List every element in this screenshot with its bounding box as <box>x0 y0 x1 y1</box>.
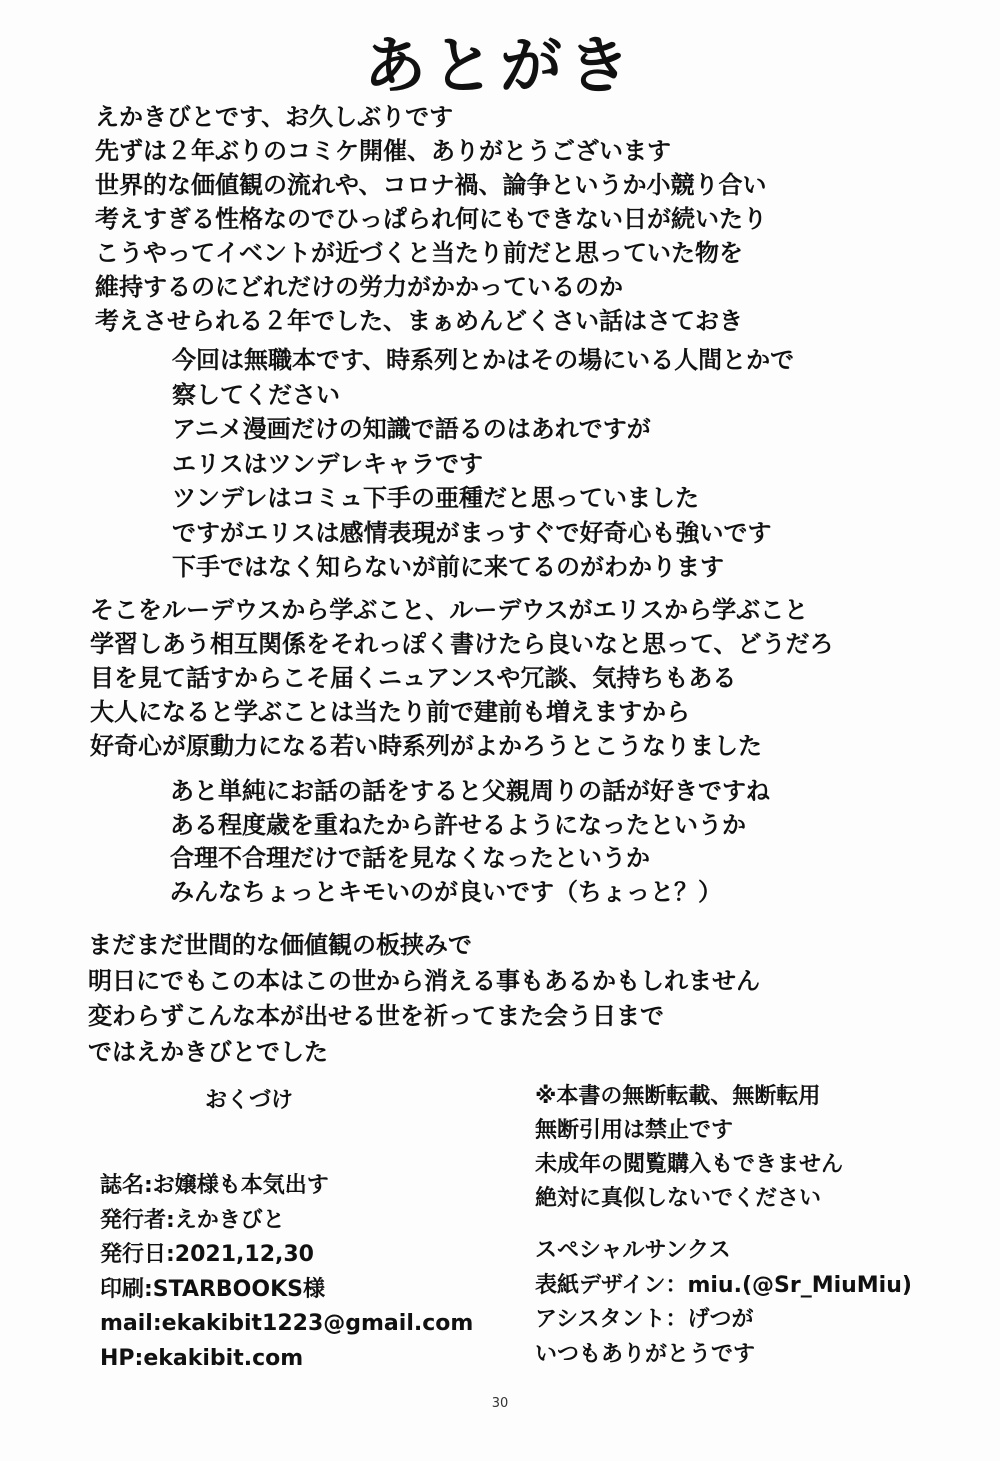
text-line: エリスはツンデレキャラです <box>172 449 484 478</box>
notice-line: 未成年の閲覧購入もできません <box>535 1152 844 1177</box>
colophon <box>100 1169 473 1377</box>
text-line: 先ずは２年ぶりのコミケ開催、ありがとうございます <box>95 137 671 165</box>
text-line: 世界的な価値観の流れや、コロナ禍、論争というか小競り合い <box>95 171 767 199</box>
notice-line: 絶対に真似しないでください <box>535 1186 822 1211</box>
text-line: アニメ漫画だけの知識で語るのはあれですが <box>172 415 651 443</box>
text-line: 下手ではなく知らないが前に来てるのがわかります <box>172 553 724 581</box>
thanks-closing: いつもありがとうです <box>535 1341 756 1367</box>
text-line: まだまだ世間的な価値観の板挟みで <box>88 931 472 959</box>
colophon-email: mail:ekakibit1223@gmail.com <box>100 1311 474 1337</box>
afterword-block-closing <box>88 928 760 1070</box>
text-line: 考えさせられる２年でした、まぁめんどくさい話はさておき <box>95 307 743 335</box>
text-line: ツンデレはコミュ下手の亜種だと思っていました <box>172 484 700 512</box>
colophon-homepage: HP:ekakibit.com <box>100 1345 304 1371</box>
colophon-printer: 印刷:STARBOOKS様 <box>100 1276 325 1302</box>
text-line: えかきびとです、お久しぶりです <box>95 103 454 131</box>
text-line: ある程度歳を重ねたから許せるようになったというか <box>170 810 746 839</box>
text-line: こうやってイベントが近づくと当たり前だと思っていた物を <box>95 239 743 267</box>
text-line: 考えすぎる性格なのでひっぱられ何にもできない日が続いたり <box>95 205 767 233</box>
special-thanks <box>535 1234 912 1372</box>
page-number: 30 <box>491 1396 509 1411</box>
text-line: 維持するのにどれだけの労力がかかっているのか <box>95 273 623 301</box>
thanks-assistant: アシスタント：げつが <box>535 1307 754 1332</box>
colophon-title: 誌名:お嬢様も本気出す <box>100 1173 329 1198</box>
text-line: みんなちょっとキモいのが良いです（ちょっと？） <box>170 878 722 907</box>
copyright-notice <box>535 1080 843 1216</box>
text-line: ではえかきびとでした <box>88 1037 328 1066</box>
text-line: 今回は無職本です、時系列とかはその場にいる人間とかで <box>172 346 795 374</box>
text-line: 大人になると学ぶことは当たり前で建前も増えますから <box>90 698 690 726</box>
text-line: 目を見て話すからこそ届くニュアンスや冗談、気持ちもある <box>90 664 737 692</box>
afterword-block-learning <box>90 593 834 763</box>
afterword-block-intro <box>95 100 767 338</box>
colophon-heading: おくづけ <box>205 1088 294 1113</box>
text-line: そこをルーデウスから学ぶこと、ルーデウスがエリスから学ぶこと <box>90 596 809 624</box>
text-line: 合理不合理だけで話を見なくなったというか <box>170 844 650 873</box>
page-title: あとがき <box>363 29 636 102</box>
notice-line: 無断引用は禁止です <box>535 1118 734 1143</box>
afterword-block-father <box>170 775 770 910</box>
text-line: ですがエリスは感情表現がまっすぐで好奇心も強いです <box>172 518 772 547</box>
thanks-heading: スペシャルサンクス <box>535 1238 731 1263</box>
text-line: 察してください <box>172 380 340 409</box>
text-line: 変わらずこんな本が出せる世を祈ってまた会う日まで <box>88 1002 664 1030</box>
notice-line: ※本書の無断転載、無断転用 <box>535 1084 821 1109</box>
thanks-cover-design: 表紙デザイン：miu.(@Sr_MiuMiu) <box>535 1272 912 1298</box>
text-line: あと単純にお話の話をすると父親周りの話が好きですね <box>170 777 770 805</box>
text-line: 好奇心が原動力になる若い時系列がよかろうとこうなりました <box>90 732 762 760</box>
text-line: 学習しあう相互関係をそれっぽく書けたら良いなと思って、どうだろ <box>90 630 834 658</box>
text-line: 明日にでもこの本はこの世から消える事もあるかもしれません <box>88 966 760 995</box>
colophon-publisher: 発行者:えかきびと <box>100 1207 285 1233</box>
colophon-date: 発行日:2021,12,30 <box>100 1242 314 1268</box>
afterword-block-eris <box>172 343 794 585</box>
